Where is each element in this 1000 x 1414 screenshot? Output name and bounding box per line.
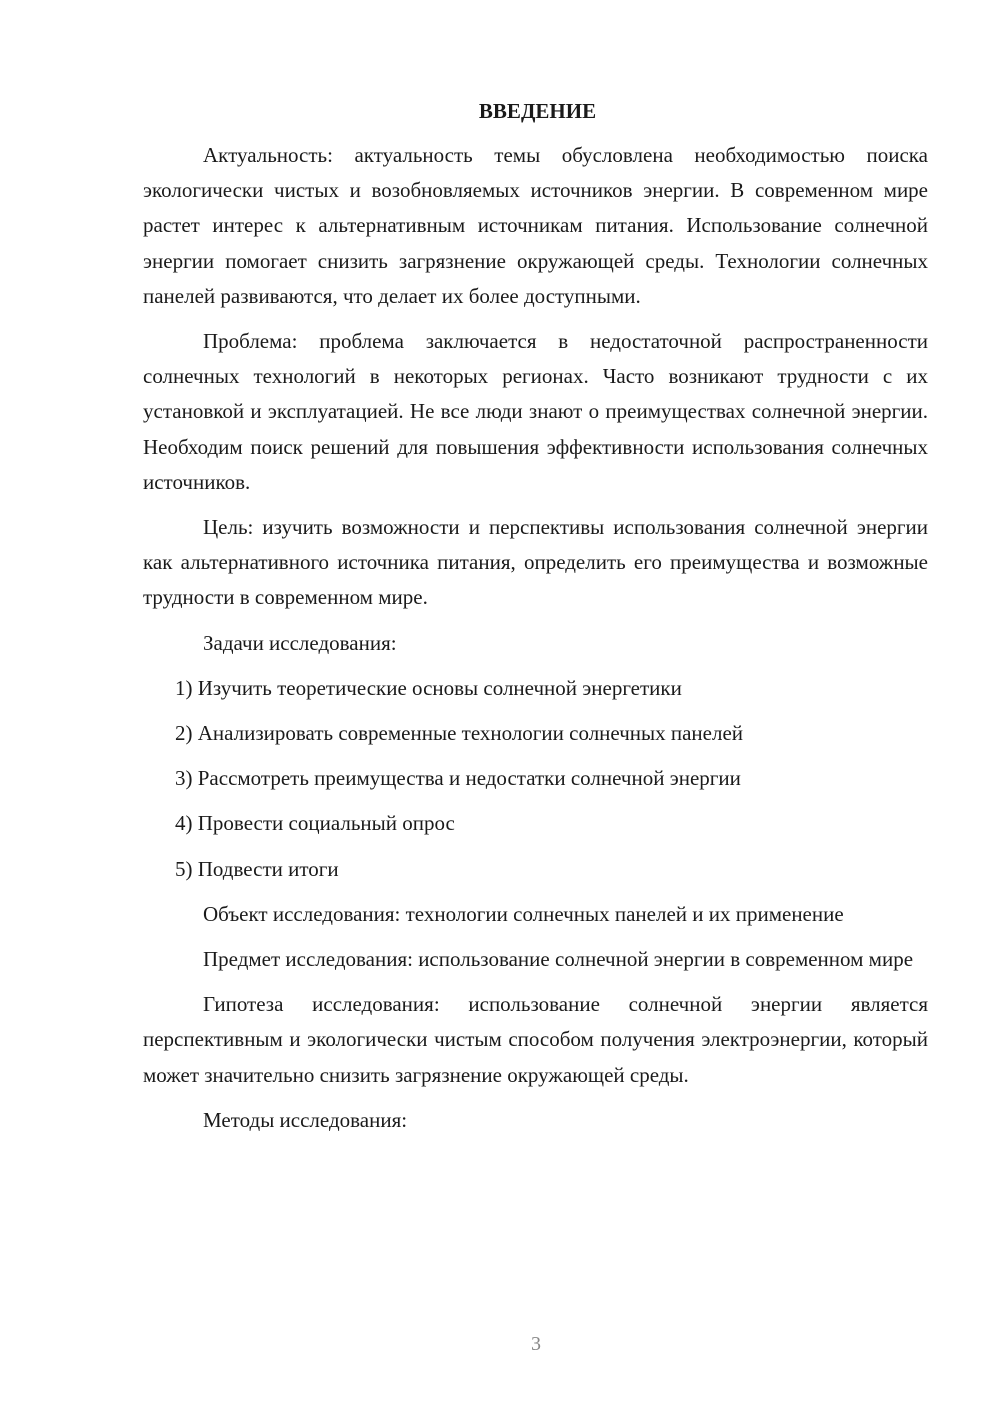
task-item: 1) Изучить теоретические основы солнечной энергетики bbox=[175, 675, 682, 700]
object-paragraph: Объект исследования: технологии солнечных панелей и их применение bbox=[203, 901, 844, 926]
task-item: 2) Анализировать современные технологии солнечных панелей bbox=[175, 721, 744, 746]
tasks-list bbox=[143, 671, 928, 887]
page-number: 3 bbox=[531, 1333, 541, 1355]
document-page bbox=[143, 96, 928, 1148]
relevance-paragraph: Актуальность: актуальность темы обусловлена необходимостью поиска экологически чистых и возобновляемых источников энергии. В современном мире растет интерес к альтернативным источникам питания. Использование солнечной энергии помогает снизить загрязнение окружающей среды. Технологии солнечных панелей развиваются, что делает их более доступными. bbox=[143, 143, 928, 308]
problem-paragraph: Проблема: проблема заключается в недостаточной распространенности солнечных технологий в некоторых регионах. Часто возникают трудности с их установкой и эксплуатацией. Не все люди знают о преимуществах солнечной энергии. Необходим поиск решений для повышения эффективности использования солнечных источников. bbox=[143, 329, 928, 494]
tasks-heading: Задачи исследования: bbox=[203, 630, 397, 655]
task-item: 4) Провести социальный опрос bbox=[175, 811, 455, 836]
hypothesis-paragraph: Гипотеза исследования: использование солнечной энергии является перспективным и экологически чистым способом получения электроэнергии, который может значительно снизить загрязнение окружающей среды. bbox=[143, 992, 928, 1087]
task-item: 3) Рассмотреть преимущества и недостатки солнечной энергии bbox=[175, 766, 741, 791]
page-title: ВВЕДЕНИЕ bbox=[478, 99, 597, 123]
subject-paragraph: Предмет исследования: использование солнечной энергии в современном мире bbox=[203, 947, 914, 972]
task-item: 5) Подвести итоги bbox=[175, 856, 339, 881]
methods-heading: Методы исследования: bbox=[203, 1107, 408, 1132]
goal-paragraph: Цель: изучить возможности и перспективы использования солнечной энергии как альтернативного источника питания, определить его преимущества и возможные трудности в современном мире. bbox=[143, 515, 928, 610]
